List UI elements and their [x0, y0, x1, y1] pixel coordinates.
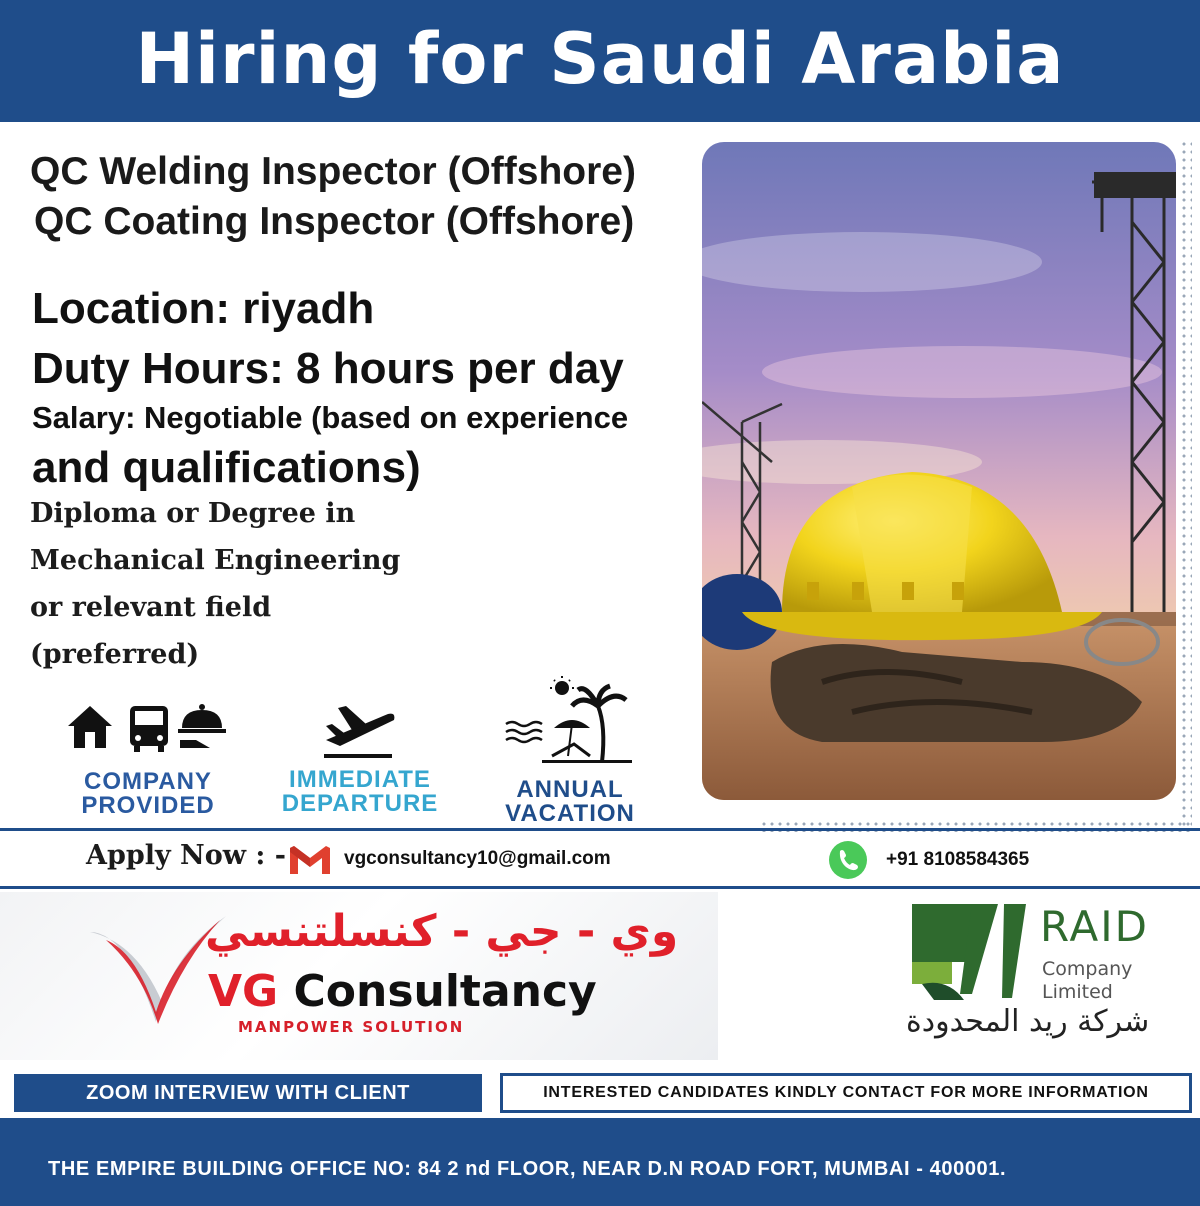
office-address: THE EMPIRE BUILDING OFFICE NO: 84 2 nd FLOOR, NEAR D.N ROAD FORT, MUMBAI - 400001.: [48, 1158, 1007, 1180]
vg-company-name: [208, 966, 597, 1017]
apply-now-label: Apply Now : -: [86, 840, 286, 871]
raid-company-line: Company: [1042, 958, 1133, 980]
raid-company-text: [1042, 958, 1132, 1004]
divider: [0, 828, 1200, 831]
house-bus-food-icon: [64, 700, 228, 756]
job-title-welding: QC Welding Inspector (Offshore): [30, 150, 636, 193]
education-line: (preferred): [30, 639, 200, 670]
vg-tagline: MANPOWER SOLUTION: [238, 1018, 465, 1036]
benefit-label-line: COMPANY: [84, 768, 212, 795]
gmail-icon: [288, 844, 332, 876]
salary-text-line2: and qualifications): [32, 443, 421, 492]
header-banner: [0, 0, 1200, 122]
email-link[interactable]: vgconsultancy10@gmail.com: [344, 848, 611, 869]
beach-vacation-icon: [502, 676, 632, 766]
benefit-label: [66, 770, 230, 818]
benefit-label-line: ANNUAL: [516, 776, 624, 803]
job-title-coating: QC Coating Inspector (Offshore): [34, 200, 635, 243]
education-line: Mechanical Engineering: [30, 545, 401, 576]
benefit-label-line: PROVIDED: [81, 792, 215, 819]
hard-hat-photo: [702, 142, 1176, 800]
vg-arabic-name: [205, 906, 678, 957]
phone-link[interactable]: +91 8108584365: [886, 849, 1030, 870]
construction-scene-illustration: [702, 142, 1176, 800]
duty-hours-text: Duty Hours: 8 hours per day: [32, 344, 624, 393]
education-line: Diploma or Degree in: [30, 498, 356, 529]
vg-name-rest: Consultancy: [278, 966, 597, 1017]
raid-wordmark: RAID: [1040, 902, 1149, 951]
dotted-border-decoration: [1180, 140, 1192, 830]
raid-arabic-name: شركة ريد المحدودة: [906, 1004, 1150, 1039]
benefit-label-line: IMMEDIATE: [289, 766, 431, 793]
divider: [0, 886, 1200, 889]
location-text: Location: riyadh: [32, 284, 375, 333]
benefit-label-line: DEPARTURE: [281, 790, 439, 817]
education-line: or relevant field: [30, 592, 272, 623]
contact-info-badge: INTERESTED CANDIDATES KINDLY CONTACT FOR MORE INFORMATION: [500, 1073, 1192, 1113]
raid-company-line: Limited: [1042, 981, 1113, 1003]
airplane-departure-icon: [318, 700, 398, 760]
salary-text-line1: Salary: Negotiable (based on experience: [32, 400, 629, 435]
vg-arabic-text: وي - جي - كنسلتنسي: [205, 906, 679, 957]
page-title: Hiring for Saudi Arabia: [135, 18, 1065, 100]
raid-logo-mark-icon: [908, 900, 1032, 1004]
vg-initials: VG: [208, 966, 279, 1017]
benefit-label-line: VACATION: [505, 800, 635, 827]
whatsapp-icon: [828, 840, 868, 880]
benefit-label: [490, 778, 650, 826]
benefit-label: [268, 768, 452, 816]
zoom-interview-badge: ZOOM INTERVIEW WITH CLIENT: [14, 1074, 482, 1112]
